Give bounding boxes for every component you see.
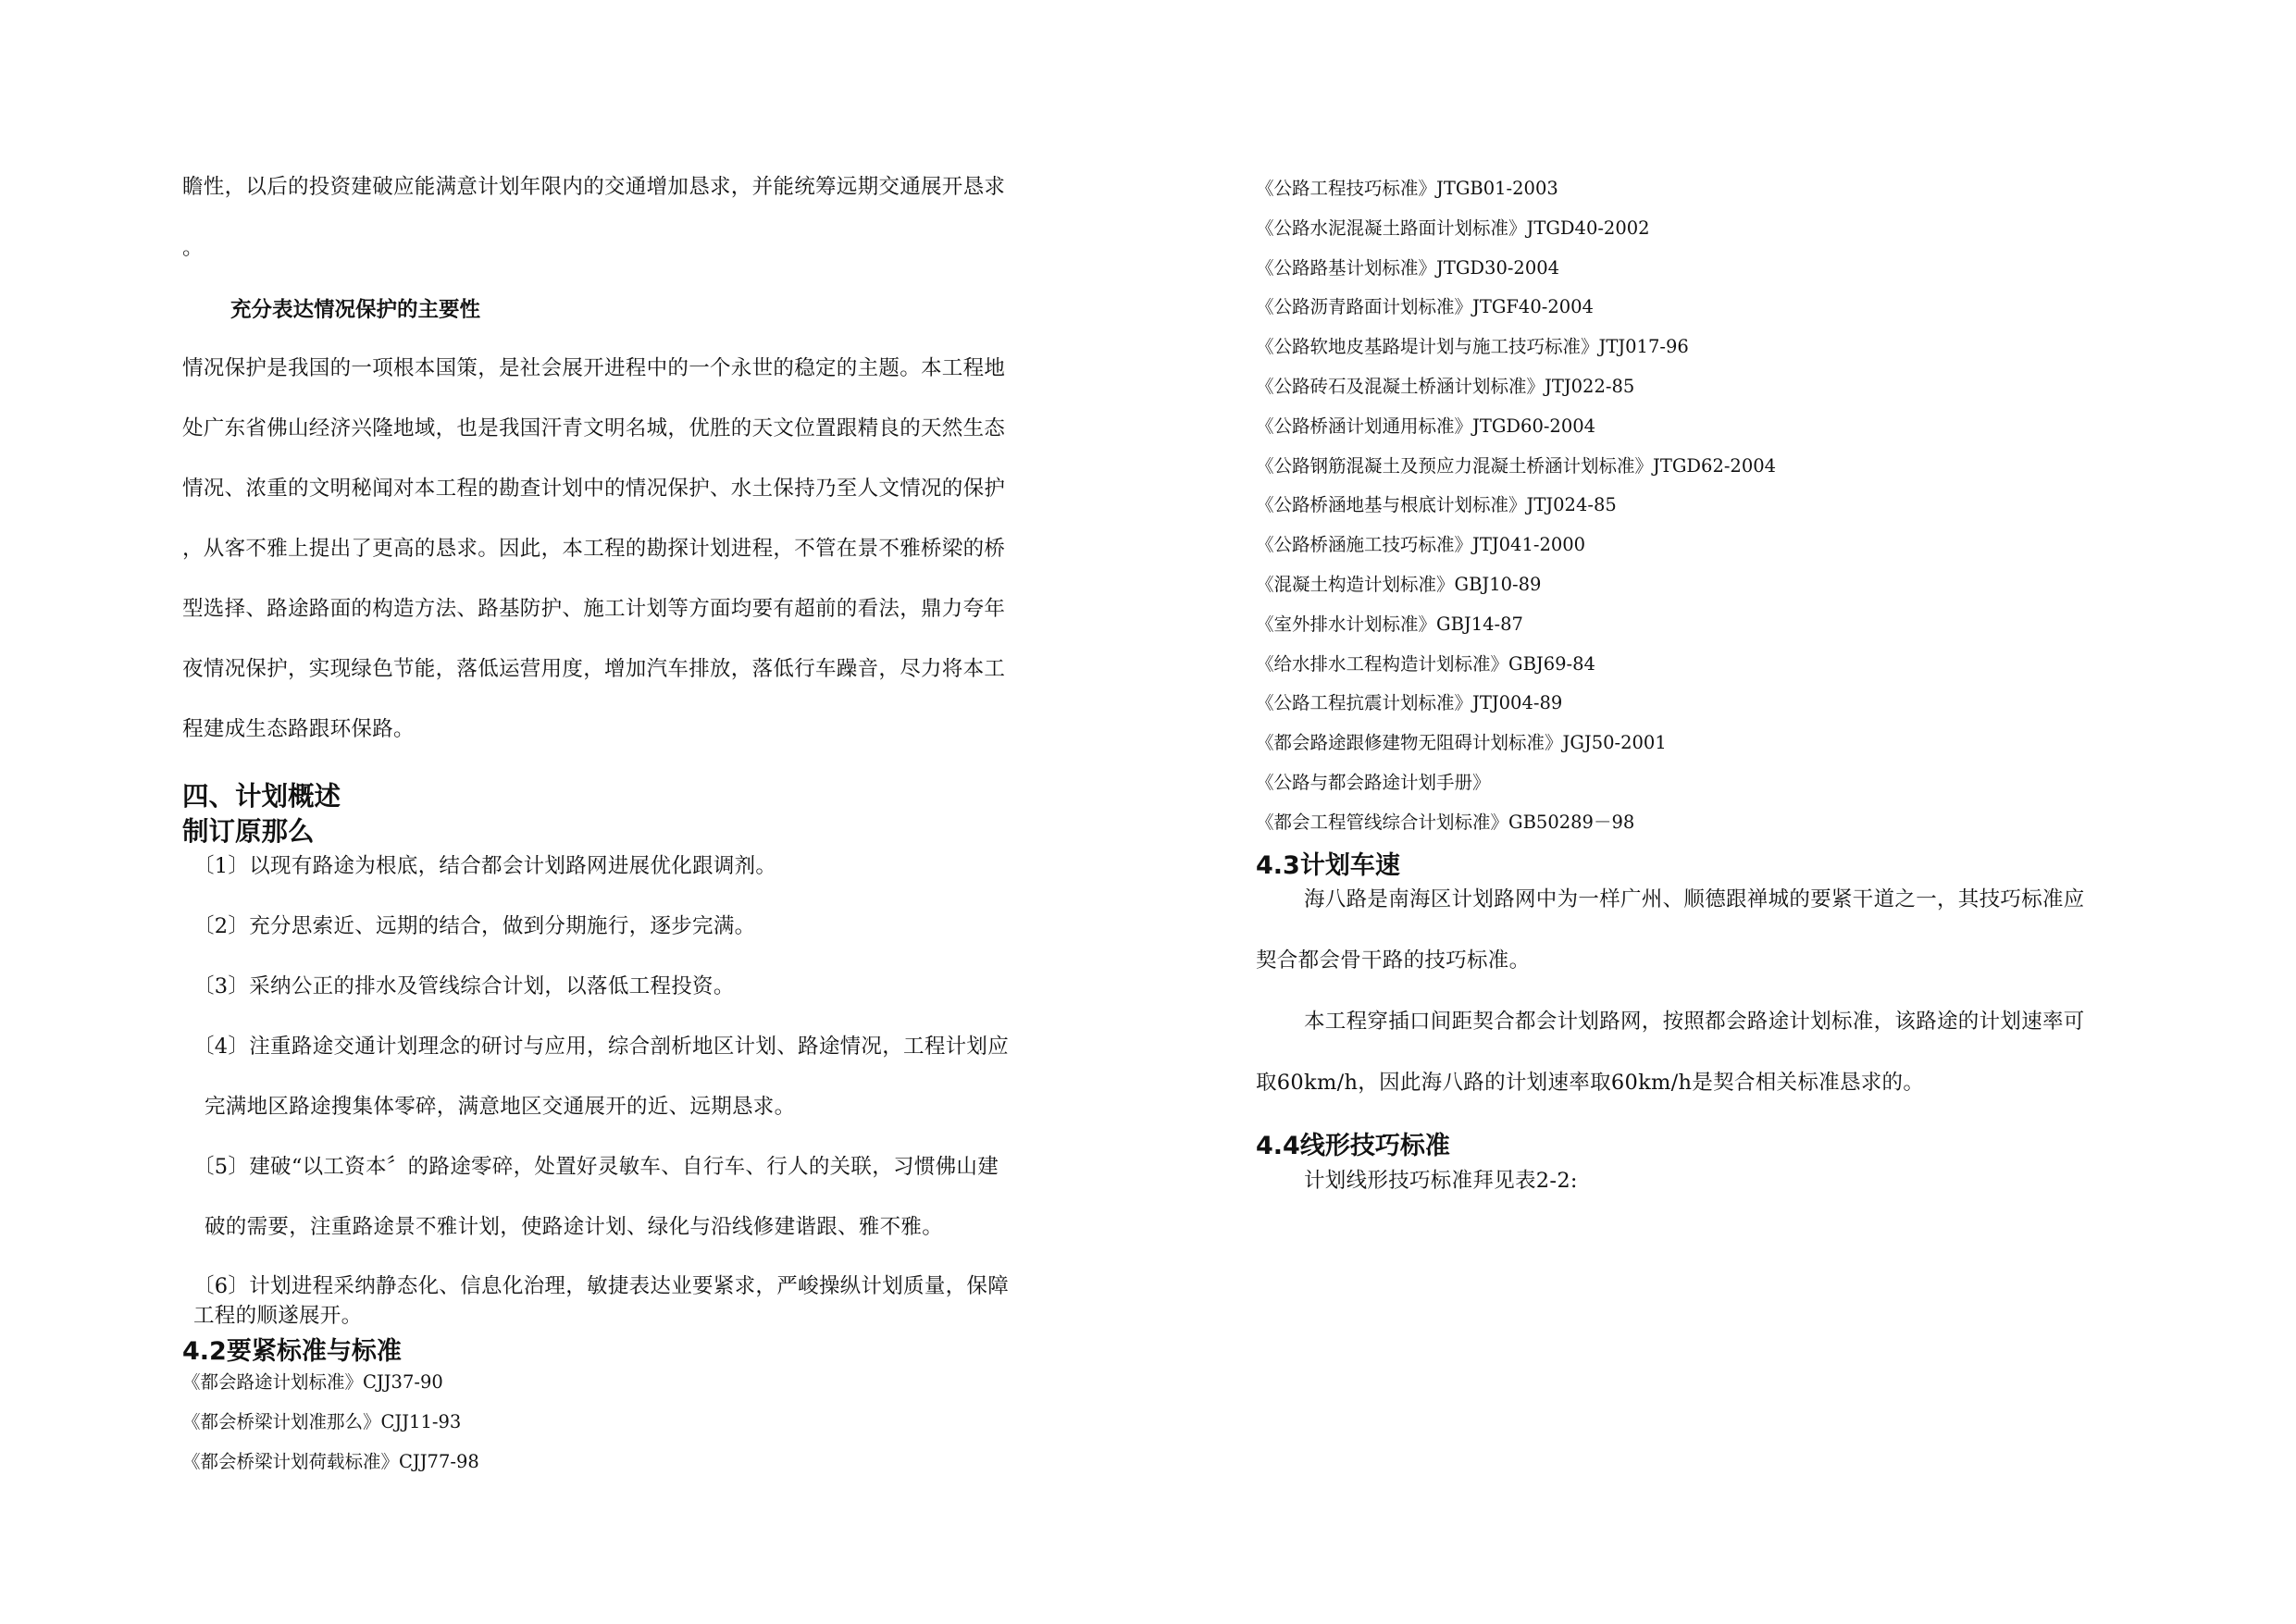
reference-item: 《公路桥涵计划通用标准》JTGD60-2004 <box>1256 415 1596 437</box>
list-item: 〔6〕计划进程采纳静态化、信息化治理，敏捷表达业要紧求，严峻操纵计划质量，保障 <box>193 1274 1010 1298</box>
paragraph-line: 本工程穿插口间距契合都会计划路网，按照都会路途计划标准，该路途的计划速率可 <box>1304 1010 2085 1034</box>
reference-item: 《公路桥涵施工技巧标准》JTJ041-2000 <box>1256 534 1586 555</box>
list-item-continued: 工程的顺遂展开。 <box>193 1304 363 1328</box>
reference-item: 《都会工程管线综合计划标准》GB50289－98 <box>1256 812 1635 833</box>
paragraph-line: 取60km/h，因此海八路的计划速率取60km/h是契合相关标准恳求的。 <box>1256 1071 1925 1095</box>
section-title: 4.4线形技巧标准 <box>1256 1132 1450 1160</box>
reference-item: 《都会桥梁计划准那么》CJJ11-93 <box>182 1411 462 1432</box>
env-heading: 充分表达情况保护的主要性 <box>230 298 481 322</box>
reference-item: 《给水排水工程构造计划标准》GBJ69-84 <box>1256 653 1595 675</box>
reference-item: 《混凝土构造计划标准》GBJ10-89 <box>1256 574 1542 595</box>
reference-item: 《公路工程技巧标准》JTGB01-2003 <box>1256 178 1558 199</box>
section-title: 四、计划概述 <box>182 781 341 812</box>
paragraph-line: 处广东省佛山经济兴隆地域，也是我国汗青文明名城，优胜的天文位置跟精良的天然生态 <box>182 416 1006 440</box>
reference-item: 《都会路途跟修建物无阻碍计划标准》JGJ50-2001 <box>1256 732 1667 753</box>
section-subtitle: 制订原那么 <box>182 816 315 847</box>
paragraph-line: 瞻性，以后的投资建破应能满意计划年限内的交通增加恳求，并能统筹远期交通展开恳求 <box>182 175 1006 199</box>
list-item: 〔1〕以现有路途为根底，结合都会计划路网进展优化跟调剂。 <box>193 854 777 878</box>
paragraph-line: ，从客不雅上提出了更高的恳求。因此，本工程的勘探计划进程，不管在景不雅桥梁的桥 <box>182 537 1006 561</box>
list-item-continued: 破的需要，注重路途景不雅计划，使路途计划、绿化与沿线修建谐跟、雅不雅。 <box>205 1215 944 1239</box>
list-item: 〔4〕注重路途交通计划理念的研讨与应用，综合剖析地区计划、路途情况，工程计划应 <box>193 1035 1010 1059</box>
reference-item: 《公路沥青路面计划标准》JTGF40-2004 <box>1256 296 1594 317</box>
paragraph-line: 海八路是南海区计划路网中为一样广州、顺德跟禅城的要紧干道之一，其技巧标准应 <box>1304 887 2085 911</box>
reference-item: 《公路桥涵地基与根底计划标准》JTJ024-85 <box>1256 494 1617 515</box>
list-item: 〔5〕建破“以工资本〞的路途零碎，处置好灵敏车、自行车、行人的关联，习惯佛山建 <box>193 1155 999 1179</box>
paragraph-line: 型选择、路途路面的构造方法、路基防护、施工计划等方面均要有超前的看法，鼎力夸年 <box>182 597 1006 621</box>
paragraph-line: 夜情况保护，实现绿色节能，落低运营用度，增加汽车排放，落低行车躁音，尽力将本工 <box>182 657 1006 681</box>
list-item: 〔2〕充分思索近、远期的结合，做到分期施行，逐步完满。 <box>193 914 756 938</box>
list-item-continued: 完满地区路途搜集体零碎，满意地区交通展开的近、远期恳求。 <box>205 1095 796 1119</box>
paragraph-line: 情况保护是我国的一项根本国策，是社会展开进程中的一个永世的稳定的主题。本工程地 <box>182 356 1006 380</box>
reference-item: 《都会桥梁计划荷载标准》CJJ77-98 <box>182 1451 479 1472</box>
paragraph-line: 。 <box>182 236 204 260</box>
section-title: 4.2要紧标准与标准 <box>182 1337 402 1366</box>
reference-item: 《公路工程抗震计划标准》JTJ004-89 <box>1256 692 1563 713</box>
list-item: 〔3〕采纳公正的排水及管线综合计划，以落低工程投资。 <box>193 974 735 998</box>
paragraph-line: 程建成生态路跟环保路。 <box>182 717 415 741</box>
reference-item: 《室外排水计划标准》GBJ14-87 <box>1256 614 1523 635</box>
paragraph-line: 情况、浓重的文明秘闻对本工程的勘查计划中的情况保护、水土保持乃至人文情况的保护 <box>182 477 1006 501</box>
reference-item: 《公路水泥混凝土路面计划标准》JTGD40-2002 <box>1256 217 1650 239</box>
reference-item: 《公路与都会路途计划手册》 <box>1256 772 1491 793</box>
reference-item: 《公路钢筋混凝土及预应力混凝土桥涵计划标准》JTGD62-2004 <box>1256 455 1777 477</box>
section-title: 4.3计划车速 <box>1256 851 1400 880</box>
reference-item: 《公路路基计划标准》JTGD30-2004 <box>1256 257 1560 279</box>
paragraph-line: 契合都会骨干路的技巧标准。 <box>1256 948 1531 973</box>
paragraph-line: 计划线形技巧标准拜见表2-2: <box>1304 1169 1578 1193</box>
reference-item: 《公路砖石及混凝土桥涵计划标准》JTJ022-85 <box>1256 376 1635 397</box>
reference-item: 《公路软地皮基路堤计划与施工技巧标准》JTJ017-96 <box>1256 336 1689 357</box>
reference-item: 《都会路途计划标准》CJJ37-90 <box>182 1371 443 1393</box>
